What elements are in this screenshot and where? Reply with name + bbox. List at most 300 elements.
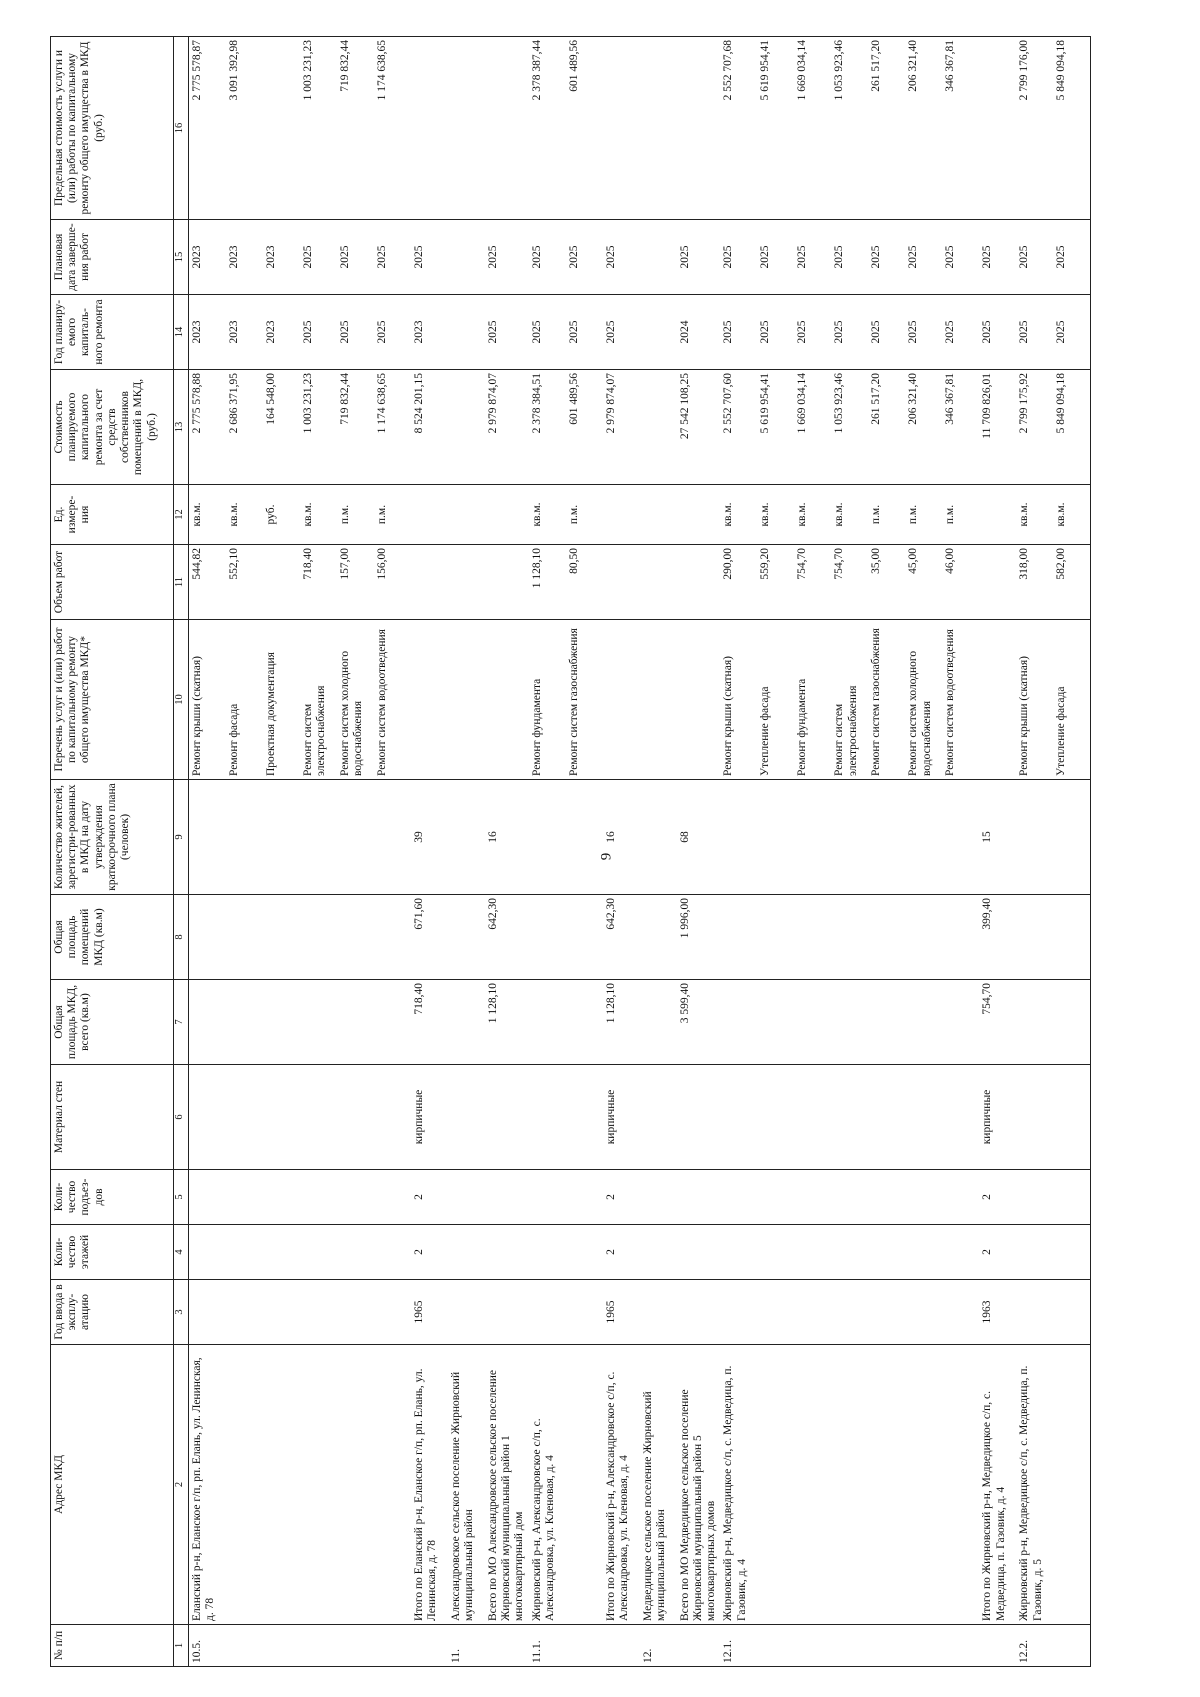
table-cell: 2025 <box>757 220 794 295</box>
table-cell: 2023 <box>263 295 300 370</box>
table-cell <box>1053 1280 1091 1345</box>
table-cell <box>566 1280 603 1345</box>
table-cell: 12. <box>640 1625 677 1667</box>
table-cell: кв.м. <box>794 485 831 545</box>
table-cell <box>226 1065 263 1170</box>
table-cell <box>263 1065 300 1170</box>
table-cell <box>640 1280 677 1345</box>
table-cell <box>263 37 300 220</box>
table-cell: 1 128,10 <box>485 980 529 1065</box>
header-cell: Коли-чество подъез-дов <box>51 1170 174 1225</box>
table-cell: 2025 <box>720 220 757 295</box>
table-cell <box>411 545 448 620</box>
column-number: 4 <box>174 1225 189 1280</box>
table-cell: 2025 <box>566 295 603 370</box>
header-cell: Общая площадь МКД, всего (кв.м) <box>51 980 174 1065</box>
table-cell: Ремонт крыши (скатная) <box>189 620 227 780</box>
table-cell <box>757 980 794 1065</box>
table-cell: 754,70 <box>979 980 1016 1065</box>
table-cell: Итого по Жирновский р-н, Медведицкое с/п, с. Медведица, п. Газовик, д. 4 <box>979 1345 1016 1625</box>
table-cell <box>942 780 979 895</box>
table-cell <box>757 1065 794 1170</box>
header-cell: Материал стен <box>51 1065 174 1170</box>
table-cell: 1 669 034,14 <box>794 37 831 220</box>
table-cell <box>300 1225 337 1280</box>
table-cell <box>566 780 603 895</box>
table-cell <box>757 1225 794 1280</box>
table-cell <box>603 545 640 620</box>
table-cell <box>448 620 485 780</box>
header-cell: Объем работ <box>51 545 174 620</box>
table-cell: 16 <box>485 780 529 895</box>
column-number: 11 <box>174 545 189 620</box>
table-cell: 1963 <box>979 1280 1016 1345</box>
table-cell <box>1053 895 1091 980</box>
table-cell <box>794 1170 831 1225</box>
table-row <box>263 37 300 1667</box>
table-cell: 601 489,56 <box>566 370 603 485</box>
table-cell: 2025 <box>485 220 529 295</box>
table-cell: кв.м. <box>720 485 757 545</box>
table-cell <box>794 895 831 980</box>
table-cell: 559,20 <box>757 545 794 620</box>
table-cell: Ремонт фундамента <box>529 620 566 780</box>
table-cell <box>868 1225 905 1280</box>
table-cell: 2025 <box>374 220 411 295</box>
table-cell <box>794 1280 831 1345</box>
table-cell: Жирновский р-н, Александровское с/п, с. Александровка, ул. Кленовая, д. 4 <box>529 1345 566 1625</box>
table-cell: 11 709 826,01 <box>979 370 1016 485</box>
table-cell <box>263 1345 300 1625</box>
column-number-row <box>174 37 189 1667</box>
table-cell <box>905 980 942 1065</box>
table-cell <box>529 895 566 980</box>
table-cell: 2025 <box>337 220 374 295</box>
table-cell: 1 128,10 <box>603 980 640 1065</box>
table-row <box>868 37 905 1667</box>
table-row <box>300 37 337 1667</box>
table-cell <box>979 1625 1016 1667</box>
table-cell <box>263 545 300 620</box>
table-cell <box>300 780 337 895</box>
table-cell <box>757 895 794 980</box>
table-cell <box>448 370 485 485</box>
table-cell: 2025 <box>677 220 721 295</box>
table-cell: кирпичные <box>603 1065 640 1170</box>
table-cell: 2025 <box>831 220 868 295</box>
table-cell <box>189 895 227 980</box>
table-cell <box>640 37 677 220</box>
table-row <box>411 37 448 1667</box>
table-cell: 35,00 <box>868 545 905 620</box>
table-cell <box>485 37 529 220</box>
table-cell <box>979 37 1016 220</box>
table-cell <box>868 780 905 895</box>
table-cell: 642,30 <box>485 895 529 980</box>
table-cell: 2025 <box>1016 295 1053 370</box>
header-cell: Плановая дата заверше-ния работ <box>51 220 174 295</box>
table-cell <box>1016 1225 1053 1280</box>
table-cell <box>640 295 677 370</box>
rotated-page <box>50 37 1200 1667</box>
table-cell <box>529 1170 566 1225</box>
table-cell <box>677 1625 721 1667</box>
table-cell: 2025 <box>1053 295 1091 370</box>
table-cell <box>677 545 721 620</box>
table-cell: Ремонт систем холодного водоснабжения <box>905 620 942 780</box>
table-cell: 2025 <box>942 220 979 295</box>
table-cell <box>942 1280 979 1345</box>
table-cell <box>337 980 374 1065</box>
table-cell <box>566 1065 603 1170</box>
table-cell <box>411 37 448 220</box>
table-cell: 2025 <box>905 220 942 295</box>
table-cell <box>1016 1170 1053 1225</box>
table-cell: Ремонт систем газоснабжения <box>868 620 905 780</box>
table-cell <box>720 895 757 980</box>
table-cell <box>226 1170 263 1225</box>
table-cell: кв.м. <box>1053 485 1091 545</box>
table-cell: 3 091 392,98 <box>226 37 263 220</box>
column-number: 1 <box>174 1625 189 1667</box>
table-body <box>189 37 1091 1667</box>
table-cell: 68 <box>677 780 721 895</box>
table-cell <box>337 895 374 980</box>
table-cell <box>263 1170 300 1225</box>
table-cell <box>300 980 337 1065</box>
table-cell <box>905 1170 942 1225</box>
table-cell <box>831 1280 868 1345</box>
table-cell <box>300 1170 337 1225</box>
table-cell <box>529 1065 566 1170</box>
table-cell <box>905 1625 942 1667</box>
table-cell: 671,60 <box>411 895 448 980</box>
table-cell <box>263 1625 300 1667</box>
table-cell <box>448 545 485 620</box>
table-cell: 2 686 371,95 <box>226 370 263 485</box>
table-row <box>226 37 263 1667</box>
table-cell: 8 524 201,15 <box>411 370 448 485</box>
table-cell <box>337 1170 374 1225</box>
table-cell <box>448 780 485 895</box>
table-cell: 718,40 <box>411 980 448 1065</box>
table-cell <box>529 980 566 1065</box>
table-cell: Ремонт систем электроснабжения <box>831 620 868 780</box>
table-cell: 2025 <box>411 220 448 295</box>
table-cell: Ремонт систем холодного водоснабжения <box>337 620 374 780</box>
table-cell <box>868 980 905 1065</box>
table-cell <box>831 980 868 1065</box>
table-cell <box>942 1065 979 1170</box>
table-row <box>603 37 640 1667</box>
column-number: 15 <box>174 220 189 295</box>
table-cell: 2023 <box>226 295 263 370</box>
table-cell: 5 849 094,18 <box>1053 370 1091 485</box>
table-cell: 261 517,20 <box>868 370 905 485</box>
table-cell <box>640 980 677 1065</box>
table-cell <box>374 780 411 895</box>
table-cell: 15 <box>979 780 1016 895</box>
table-cell <box>1016 895 1053 980</box>
column-number: 6 <box>174 1065 189 1170</box>
table-cell <box>757 1345 794 1625</box>
table-cell: 2 378 387,44 <box>529 37 566 220</box>
table-cell: 5 619 954,41 <box>757 370 794 485</box>
table-cell: кв.м. <box>757 485 794 545</box>
table-cell: Медведицкое сельское поселение Жирновский муниципальный район <box>640 1345 677 1625</box>
table-cell <box>566 1170 603 1225</box>
table-cell: 290,00 <box>720 545 757 620</box>
column-number: 16 <box>174 37 189 220</box>
table-row <box>979 37 1016 1667</box>
table-cell: 16 <box>603 780 640 895</box>
table-cell: 206 321,40 <box>905 37 942 220</box>
table-cell <box>1053 1065 1091 1170</box>
header-cell: Стоимость планируемого капитального ремонта за счет средств собственников помещений в МКД, (руб.) <box>51 370 174 485</box>
table-cell <box>677 1225 721 1280</box>
table-cell: 261 517,20 <box>868 37 905 220</box>
table-cell <box>640 620 677 780</box>
table-cell: 1 996,00 <box>677 895 721 980</box>
table-cell: Утепление фасада <box>757 620 794 780</box>
table-cell: 2 378 384,51 <box>529 370 566 485</box>
table-cell <box>677 1280 721 1345</box>
table-cell: кв.м. <box>529 485 566 545</box>
table-cell: 1 669 034,14 <box>794 370 831 485</box>
table-cell <box>794 780 831 895</box>
table-cell <box>942 1345 979 1625</box>
table-cell: 2025 <box>720 295 757 370</box>
table-cell <box>411 620 448 780</box>
table-cell: 2025 <box>868 220 905 295</box>
table-cell: 46,00 <box>942 545 979 620</box>
table-cell: Ремонт крыши (скатная) <box>720 620 757 780</box>
table-cell <box>566 895 603 980</box>
table-cell <box>905 780 942 895</box>
table-cell: 157,00 <box>337 545 374 620</box>
table-cell: 5 619 954,41 <box>757 37 794 220</box>
table-cell <box>794 1225 831 1280</box>
table-cell: 2025 <box>1053 220 1091 295</box>
table-cell: 1965 <box>411 1280 448 1345</box>
table-cell <box>448 1225 485 1280</box>
table-cell: 206 321,40 <box>905 370 942 485</box>
table-cell <box>942 980 979 1065</box>
table-cell <box>905 1280 942 1345</box>
table-cell <box>905 1225 942 1280</box>
table-cell: п.м. <box>942 485 979 545</box>
table-cell: 1 174 638,65 <box>374 37 411 220</box>
table-cell <box>640 780 677 895</box>
table-cell <box>979 545 1016 620</box>
table-cell: Ремонт фасада <box>226 620 263 780</box>
table-cell: руб. <box>263 485 300 545</box>
table-cell: 754,70 <box>794 545 831 620</box>
table-cell: 552,10 <box>226 545 263 620</box>
table-cell: 2 <box>411 1170 448 1225</box>
table-cell <box>1053 1170 1091 1225</box>
table-cell <box>640 1170 677 1225</box>
table-cell <box>868 1065 905 1170</box>
header-row <box>51 37 174 1667</box>
table-cell <box>831 1625 868 1667</box>
table-cell: 2 <box>603 1170 640 1225</box>
table-cell <box>603 37 640 220</box>
table-cell <box>640 1065 677 1170</box>
table-cell: 2023 <box>411 295 448 370</box>
table-cell: п.м. <box>566 485 603 545</box>
table-cell: 2025 <box>485 295 529 370</box>
column-number: 5 <box>174 1170 189 1225</box>
table-cell <box>485 485 529 545</box>
table-cell: 2 552 707,68 <box>720 37 757 220</box>
table-row <box>1016 37 1053 1667</box>
table-cell: 544,82 <box>189 545 227 620</box>
table-cell <box>374 1280 411 1345</box>
table-cell: п.м. <box>868 485 905 545</box>
header-cell: Общая площадь помещений МКД (кв.м) <box>51 895 174 980</box>
table-row <box>337 37 374 1667</box>
table-cell: 2 <box>411 1225 448 1280</box>
table-cell <box>226 1280 263 1345</box>
table-cell: Проектная документация <box>263 620 300 780</box>
table-cell <box>263 780 300 895</box>
table-cell <box>189 980 227 1065</box>
table-cell <box>226 1625 263 1667</box>
column-number: 10 <box>174 620 189 780</box>
table-cell: 2 <box>979 1170 1016 1225</box>
table-cell <box>677 1170 721 1225</box>
table-cell <box>226 1225 263 1280</box>
header-cell: Адрес МКД <box>51 1345 174 1625</box>
table-cell <box>448 1065 485 1170</box>
table-cell: 2023 <box>189 220 227 295</box>
header-cell: Коли-чество этажей <box>51 1225 174 1280</box>
table-cell <box>640 545 677 620</box>
table-row <box>677 37 721 1667</box>
table-cell <box>1053 1625 1091 1667</box>
column-number: 14 <box>174 295 189 370</box>
table-cell: 346 367,81 <box>942 37 979 220</box>
table-cell <box>448 485 485 545</box>
table-cell <box>337 1280 374 1345</box>
table-cell <box>1053 1225 1091 1280</box>
table-cell: 2025 <box>831 295 868 370</box>
table-cell: 3 599,40 <box>677 980 721 1065</box>
table-cell: 2025 <box>905 295 942 370</box>
table-cell: кв.м. <box>831 485 868 545</box>
table-cell <box>1016 980 1053 1065</box>
table-row <box>640 37 677 1667</box>
table-cell <box>794 1625 831 1667</box>
table-row <box>529 37 566 1667</box>
column-number: 8 <box>174 895 189 980</box>
table-cell <box>794 1065 831 1170</box>
table-cell: 719 832,44 <box>337 37 374 220</box>
table-cell: 2 775 578,87 <box>189 37 227 220</box>
table-cell <box>1016 1065 1053 1170</box>
table-cell <box>226 980 263 1065</box>
table-cell: 2 775 578,88 <box>189 370 227 485</box>
table-cell: 582,00 <box>1053 545 1091 620</box>
table-cell <box>226 1345 263 1625</box>
table-cell <box>979 620 1016 780</box>
table-cell: Итого по Жирновский р-н, Александровское с/п, с. Александровка, ул. Кленовая, д. 4 <box>603 1345 640 1625</box>
header-cell: № п/п <box>51 1625 174 1667</box>
table-cell <box>300 1345 337 1625</box>
table-cell <box>337 1345 374 1625</box>
table-cell <box>794 1345 831 1625</box>
table-cell <box>603 620 640 780</box>
table-cell: Ремонт систем водоотведения <box>942 620 979 780</box>
table-cell <box>374 980 411 1065</box>
table-cell <box>831 895 868 980</box>
table-cell <box>640 370 677 485</box>
table-cell: 1 003 231,23 <box>300 370 337 485</box>
table-cell <box>337 1065 374 1170</box>
table-cell <box>1016 1280 1053 1345</box>
table-cell: 1 128,10 <box>529 545 566 620</box>
table-cell: п.м. <box>337 485 374 545</box>
table-cell: 719 832,44 <box>337 370 374 485</box>
table-cell: Жирновский р-н, Медведицкое с/п, с. Медведица, п. Газовик, д. 4 <box>720 1345 757 1625</box>
table-cell: кв.м. <box>300 485 337 545</box>
table-cell <box>485 545 529 620</box>
table-cell: Ремонт крыши (скатная) <box>1016 620 1053 780</box>
table-cell <box>942 1225 979 1280</box>
table-cell <box>757 1280 794 1345</box>
header-cell: Год ввода в эксплу-атацию <box>51 1280 174 1345</box>
table-cell <box>566 1225 603 1280</box>
table-cell: 2025 <box>757 295 794 370</box>
column-number: 3 <box>174 1280 189 1345</box>
table-cell: Всего по МО Александровское сельское поселение Жирновский муниципальный район 1 многоквартирный дом <box>485 1345 529 1625</box>
table-cell: 2 <box>603 1225 640 1280</box>
table-cell <box>374 1625 411 1667</box>
table-cell <box>300 1625 337 1667</box>
table-cell: 39 <box>411 780 448 895</box>
table-cell <box>566 980 603 1065</box>
table-cell: 156,00 <box>374 545 411 620</box>
table-cell: 2025 <box>300 220 337 295</box>
table-cell <box>831 780 868 895</box>
table-cell: 11.1. <box>529 1625 566 1667</box>
table-cell <box>226 780 263 895</box>
table-cell: 1 174 638,65 <box>374 370 411 485</box>
table-cell: 2023 <box>189 295 227 370</box>
table-row <box>720 37 757 1667</box>
table-cell: 45,00 <box>905 545 942 620</box>
table-cell <box>448 980 485 1065</box>
table-cell <box>529 1225 566 1280</box>
table-cell <box>720 1065 757 1170</box>
table-cell <box>757 1625 794 1667</box>
table-cell: 718,40 <box>300 545 337 620</box>
header-cell: Ед. измере-ния <box>51 485 174 545</box>
table-cell <box>300 895 337 980</box>
table-cell <box>300 1280 337 1345</box>
table-cell <box>189 1170 227 1225</box>
table-cell: 5 849 094,18 <box>1053 37 1091 220</box>
column-number: 12 <box>174 485 189 545</box>
table-cell <box>757 1170 794 1225</box>
table-cell <box>337 780 374 895</box>
table-cell <box>374 1345 411 1625</box>
table-cell: кв.м. <box>226 485 263 545</box>
table-cell <box>831 1170 868 1225</box>
capital-repair-table <box>50 36 1091 1667</box>
table-row <box>794 37 831 1667</box>
